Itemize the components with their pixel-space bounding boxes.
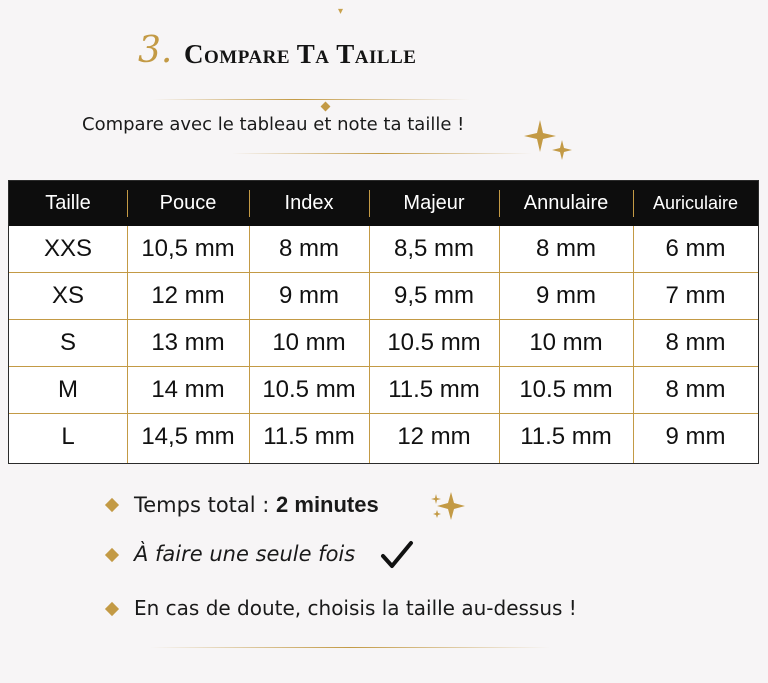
cell-annulaire: 10.5 mm [519, 376, 613, 403]
section-heading [138, 30, 478, 80]
cell-annulaire: 9 mm [536, 282, 596, 309]
sparkle-icon [429, 490, 467, 522]
table-header [9, 181, 758, 226]
cell-index: 9 mm [279, 282, 339, 309]
cell-auriculaire: 8 mm [665, 329, 726, 356]
cell-annulaire: 8 mm [536, 235, 596, 262]
cell-annulaire: 10 mm [529, 329, 603, 356]
header-majeur: Majeur [403, 192, 465, 214]
table-row [9, 226, 758, 272]
cell-size: M [58, 376, 78, 403]
heading-underline [152, 99, 470, 100]
cell-auriculaire: 6 mm [665, 235, 726, 262]
cell-size: XXS [43, 235, 93, 262]
cell-auriculaire: 7 mm [665, 282, 726, 309]
section-title: Compare Ta Taille [184, 39, 417, 69]
subtitle-underline [232, 153, 532, 154]
size-table [8, 180, 759, 464]
tip-time [104, 488, 504, 524]
tip-time-value: 2 minutes [276, 492, 379, 517]
cell-pouce: 12 mm [151, 282, 225, 309]
cell-size: L [61, 423, 75, 450]
tip-doubt-text: En cas de doute, choisis la taille au-dessus ! [134, 596, 577, 620]
header-index: Index [284, 192, 334, 214]
header-auriculaire: Auriculaire [652, 193, 739, 213]
cell-size: XS [51, 282, 84, 309]
header-taille: Taille [45, 192, 91, 214]
cell-majeur: 12 mm [397, 423, 471, 450]
tip-doubt [104, 592, 604, 628]
tip-once-text: À faire une seule fois [134, 542, 356, 566]
sparkle-icon [524, 118, 574, 162]
checkmark-icon [380, 540, 414, 570]
tip-once [104, 538, 434, 574]
cell-pouce: 13 mm [151, 329, 225, 356]
gold-diamond-icon [105, 498, 119, 512]
gold-diamond-icon [105, 602, 119, 616]
cell-index: 11.5 mm [263, 423, 355, 450]
table-row [9, 273, 758, 319]
cell-majeur: 9,5 mm [393, 282, 474, 309]
cell-annulaire: 11.5 mm [520, 423, 612, 450]
cell-pouce: 10,5 mm [141, 235, 235, 262]
top-ornament-icon: ▾ [338, 6, 344, 17]
header-annulaire: Annulaire [523, 192, 609, 214]
cell-pouce: 14,5 mm [141, 423, 235, 450]
cell-index: 10.5 mm [262, 376, 356, 403]
cell-majeur: 10.5 mm [387, 329, 481, 356]
diamond-ornament-icon [321, 102, 331, 112]
bottom-divider [150, 647, 550, 648]
cell-majeur: 11.5 mm [388, 376, 480, 403]
table-row [9, 367, 758, 413]
gold-diamond-icon [105, 548, 119, 562]
cell-majeur: 8,5 mm [393, 235, 474, 262]
cell-auriculaire: 8 mm [665, 376, 726, 403]
cell-size: S [59, 329, 76, 356]
table-row [9, 414, 758, 460]
cell-index: 10 mm [272, 329, 346, 356]
cell-pouce: 14 mm [151, 376, 225, 403]
section-number: 3. [138, 30, 173, 71]
cell-auriculaire: 9 mm [665, 423, 726, 450]
section-subtitle: Compare avec le tableau et note ta taille ! [82, 114, 465, 135]
table-row [9, 320, 758, 366]
tip-time-label: Temps total : [134, 493, 277, 517]
header-pouce: Pouce [159, 192, 217, 214]
cell-index: 8 mm [279, 235, 339, 262]
